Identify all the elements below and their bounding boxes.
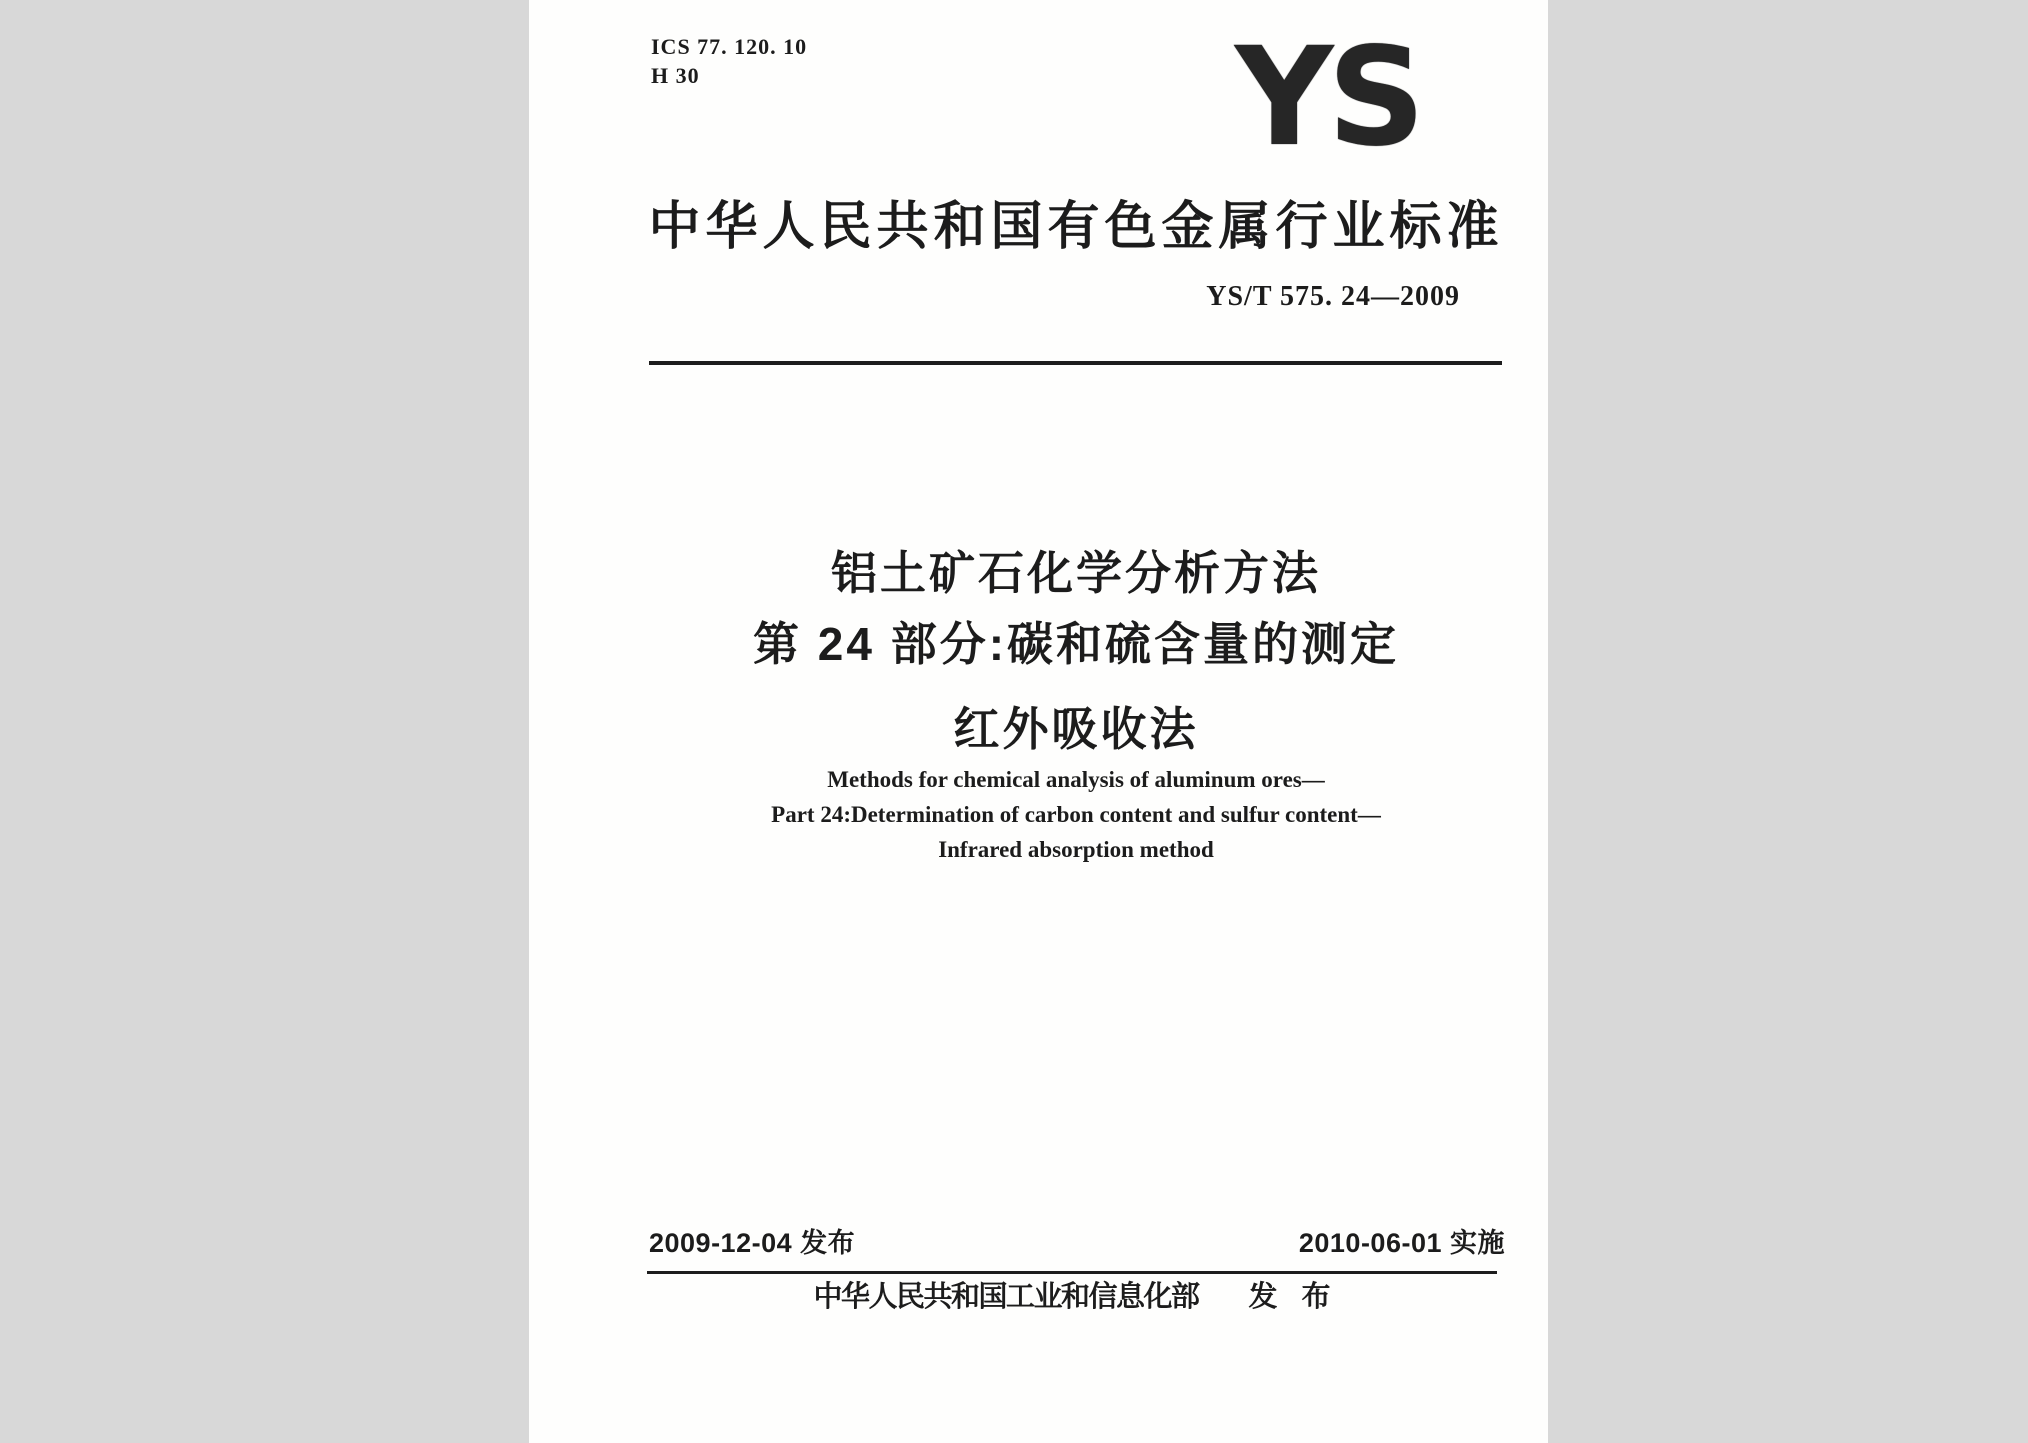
title-zh-line3: 红外吸收法 (953, 703, 1199, 755)
date-row (649, 1221, 1505, 1260)
issue-date: 2009-12-04 发布 (649, 1228, 856, 1258)
standard-category-title: 中华人民共和国有色金属行业标准 (648, 198, 1504, 256)
standard-cover-page (529, 0, 1548, 1443)
header-divider-line (649, 361, 1502, 365)
doc-class-code: H 30 (651, 63, 700, 88)
ics-code: ICS 77. 120. 10 (651, 34, 808, 59)
title-en-line2: Part 24:Determination of carbon content and sulfur content— (771, 802, 1381, 827)
publish-action-label: 发 布 (1248, 1281, 1339, 1313)
standard-number: YS/T 575. 24—2009 (1206, 281, 1460, 312)
implementation-date: 2010-06-01 实施 (1298, 1228, 1505, 1258)
title-zh-line1: 铝土矿石化学分析方法 (831, 547, 1321, 599)
publisher-name: 中华人民共和国工业和信息化部 (813, 1281, 1199, 1313)
classification-codes (651, 36, 807, 87)
ys-standard-logo: YS (1235, 19, 1420, 177)
cover-content (647, 0, 1505, 1443)
title-en-line3: Infrared absorption method (938, 837, 1214, 862)
title-zh-line2: 第 24 部分:碳和硫含量的测定 (752, 618, 1400, 670)
title-en-line1: Methods for chemical analysis of aluminum ores— (827, 767, 1325, 792)
publisher-row (647, 1274, 1505, 1315)
